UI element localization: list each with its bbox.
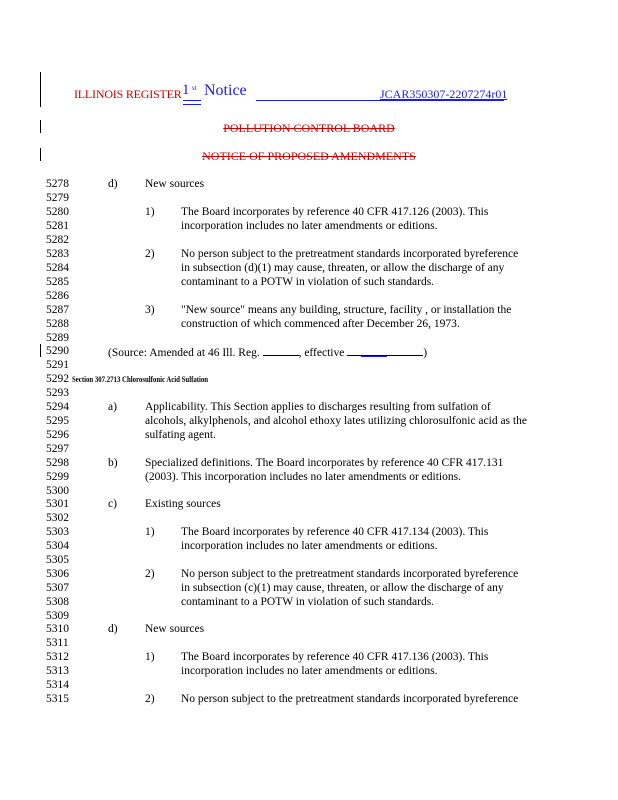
- line-number: 5287: [46, 304, 69, 316]
- line-number: 5312: [46, 651, 69, 663]
- paragraph-line: incorporation includes no later amendments or editions.: [181, 540, 438, 552]
- line-number: 5310: [46, 623, 69, 635]
- paragraph-line: The Board incorporates by reference 40 CFR 417.134 (2003). This: [181, 526, 489, 538]
- line-number: 5297: [46, 443, 69, 455]
- subsection-title: New sources: [145, 623, 205, 635]
- paragraph-line: No person subject to the pretreatment standards incorporated byreference: [181, 693, 519, 705]
- line-number: 5292: [46, 373, 69, 385]
- paragraph-line: contaminant to a POTW in violation of such standards.: [181, 596, 435, 608]
- line-number: 5278: [46, 178, 69, 190]
- paragraph-line: alcohols, alkylphenols, and alcohol ethoxy lates utilizing chlorosulfonic acid as the: [145, 415, 527, 427]
- line-number: 5311: [46, 637, 69, 649]
- line-number: 5309: [46, 610, 69, 622]
- line-number: 5288: [46, 318, 69, 330]
- line-number: 5281: [46, 220, 69, 232]
- line-number: 5285: [46, 276, 69, 288]
- line-number: 5284: [46, 262, 69, 274]
- line-number: 5286: [46, 290, 69, 302]
- subsection-label: b): [108, 457, 118, 469]
- board-title: POLLUTION CONTROL BOARD: [223, 121, 395, 135]
- line-number: 5299: [46, 471, 69, 483]
- register-label: ILLINOIS REGISTER: [74, 87, 182, 101]
- subsection-label: d): [108, 623, 118, 635]
- source-note-text: ): [423, 347, 428, 359]
- line-number: 5290: [46, 345, 69, 357]
- line-number: 5289: [46, 332, 69, 344]
- line-number: 5300: [46, 485, 69, 497]
- subsection-title: New sources: [145, 178, 205, 190]
- line-number: 5293: [46, 387, 69, 399]
- line-number: 5295: [46, 415, 69, 427]
- blank-line: [347, 345, 423, 356]
- page-marker-superscript: st: [192, 84, 197, 92]
- paragraph-line: contaminant to a POTW in violation of such standards.: [181, 276, 435, 288]
- blue-underline: [361, 356, 387, 357]
- line-number: 5294: [46, 401, 69, 413]
- change-bar: [40, 72, 41, 107]
- paragraph-line: incorporation includes no later amendments or editions.: [181, 220, 438, 232]
- paragraph-line: Applicability. This Section applies to discharges resulting from sulfation of: [145, 401, 491, 413]
- line-number: 5305: [46, 554, 69, 566]
- paragraph-line: Specialized definitions. The Board incorporates by reference 40 CFR 417.131: [145, 457, 504, 469]
- item-label: 2): [145, 248, 155, 260]
- line-number: 5302: [46, 512, 69, 524]
- paragraph-line: No person subject to the pretreatment standards incorporated byreference: [181, 568, 519, 580]
- notice-label: Notice: [204, 82, 247, 99]
- line-number: 5296: [46, 429, 69, 441]
- line-number: 5304: [46, 540, 69, 552]
- line-number: 5306: [46, 568, 69, 580]
- line-number: 5298: [46, 457, 69, 469]
- source-note-text: , effective: [298, 347, 345, 359]
- line-number: 5282: [46, 234, 69, 246]
- double-underline: [183, 100, 201, 101]
- blank-line: [263, 345, 299, 356]
- notice-title: NOTICE OF PROPOSED AMENDMENTS: [202, 149, 416, 163]
- line-number: 5279: [46, 192, 69, 204]
- item-label: 1): [145, 651, 155, 663]
- line-number: 5283: [46, 248, 69, 260]
- item-label: 2): [145, 568, 155, 580]
- line-number: 5301: [46, 498, 69, 510]
- paragraph-line: sulfating agent.: [145, 429, 216, 441]
- paragraph-line: in subsection (c)(1) may cause, threaten, or allow the discharge of any: [181, 582, 504, 594]
- paragraph-line: The Board incorporates by reference 40 CFR 417.136 (2003). This: [181, 651, 489, 663]
- paragraph-line: "New source" means any building, structure, facility , or installation the: [181, 304, 512, 316]
- line-number: 5307: [46, 582, 69, 594]
- line-number: 5313: [46, 665, 69, 677]
- source-note-text: (Source: Amended at 46 Ill. Reg.: [108, 347, 260, 359]
- item-label: 3): [145, 304, 155, 316]
- line-number: 5308: [46, 596, 69, 608]
- subsection-title: Existing sources: [145, 498, 221, 510]
- section-heading: Section 307.2713 Chlorosulfonic Acid Sulfation: [72, 375, 209, 384]
- document-id: JCAR350307-2207274r01: [380, 87, 508, 101]
- subsection-label: d): [108, 178, 118, 190]
- subsection-label: a): [108, 401, 117, 413]
- page-marker: 1: [182, 82, 190, 98]
- change-bar: [40, 344, 41, 357]
- paragraph-line: (2003). This incorporation includes no later amendments or editions.: [145, 471, 461, 483]
- paragraph-line: construction of which commenced after December 26, 1973.: [181, 318, 460, 330]
- item-label: 1): [145, 206, 155, 218]
- paragraph-line: The Board incorporates by reference 40 CFR 417.126 (2003). This: [181, 206, 489, 218]
- paragraph-line: in subsection (d)(1) may cause, threaten, or allow the discharge of any: [181, 262, 505, 274]
- double-underline: [183, 104, 201, 105]
- line-number: 5303: [46, 526, 69, 538]
- item-label: 1): [145, 526, 155, 538]
- paragraph-line: incorporation includes no later amendments or editions.: [181, 665, 438, 677]
- line-number: 5314: [46, 679, 69, 691]
- item-label: 2): [145, 693, 155, 705]
- subsection-label: c): [108, 498, 117, 510]
- paragraph-line: No person subject to the pretreatment standards incorporated byreference: [181, 248, 519, 260]
- line-number: 5291: [46, 359, 69, 371]
- line-number: 5315: [46, 693, 69, 705]
- line-number: 5280: [46, 206, 69, 218]
